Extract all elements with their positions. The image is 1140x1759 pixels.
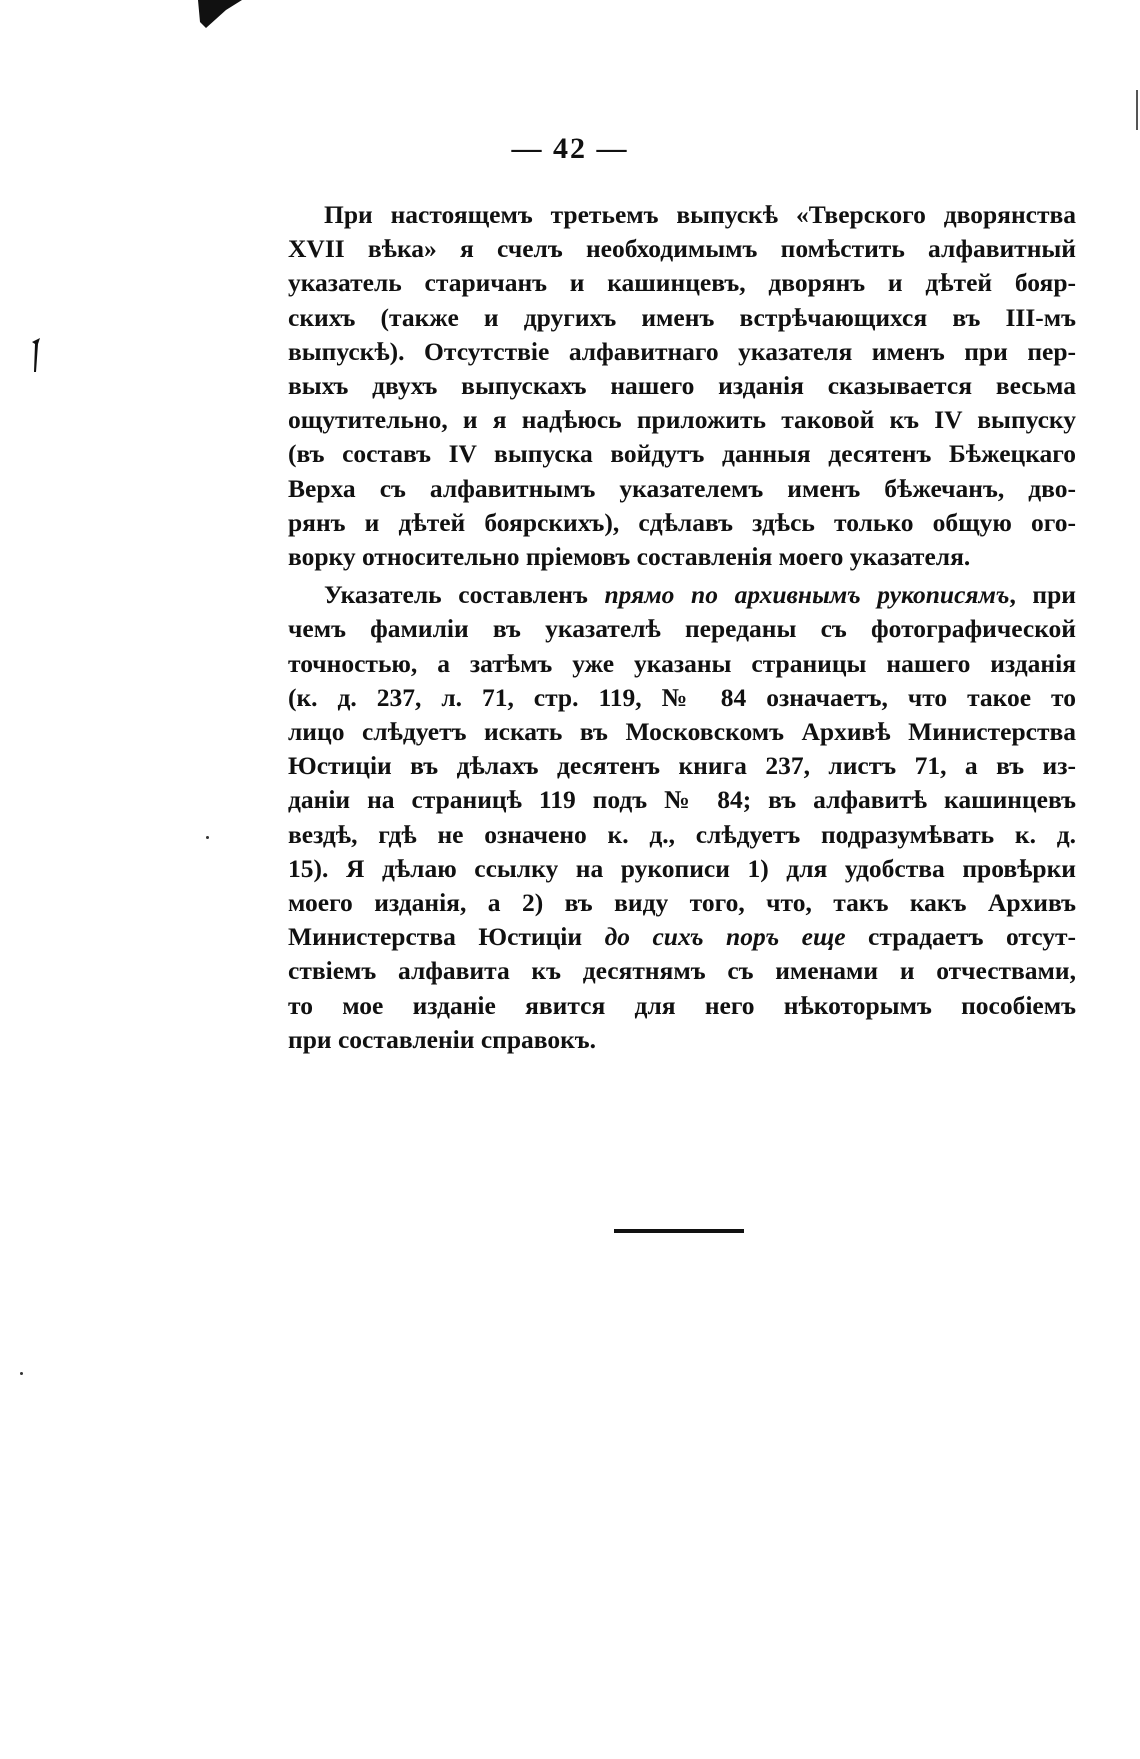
text-line: чемъ фамиліи въ указателѣ переданы съ фотографической xyxy=(288,614,1076,644)
body-text xyxy=(288,198,1076,1057)
text-line: при составленіи справокъ. xyxy=(288,1024,597,1054)
text-run: страдаетъ отсут- xyxy=(845,922,1076,952)
section-divider xyxy=(614,1229,744,1233)
text-run: , при xyxy=(1009,580,1076,610)
paragraph-2 xyxy=(288,578,1076,1057)
text-line: 15). Я дѣлаю ссылку на рукописи 1) для удобства провѣрки xyxy=(288,853,1076,883)
text-line: Верха съ алфавитнымъ указателемъ именъ бѣжечанъ, дво- xyxy=(288,473,1076,503)
text-line: рянъ и дѣтей боярскихъ), сдѣлавъ здѣсь только общую ого- xyxy=(288,507,1076,537)
text-line: вездѣ, гдѣ не означено к. д., слѣдуетъ подразумѣвать к. д. xyxy=(288,819,1076,849)
text-line: указатель старичанъ и кашинцевъ, дворянъ и дѣтей бояр- xyxy=(288,268,1076,298)
text-run: Указатель составленъ xyxy=(324,580,605,610)
text-line: точностью, а затѣмъ уже указаны страницы нашего изданія xyxy=(288,648,1076,678)
italic-phrase: прямо по архивнымъ рукописямъ xyxy=(604,580,1010,610)
speck xyxy=(20,1372,23,1375)
text-line xyxy=(288,920,1076,954)
text-line: выпускѣ). Отсутствіе алфавитнаго указателя именъ при пер- xyxy=(288,336,1076,366)
text-line: лицо слѣдуетъ искать въ Московскомъ Архивѣ Министерства xyxy=(288,717,1076,747)
page-number: — 42 — xyxy=(511,132,629,165)
paragraph-1 xyxy=(288,198,1076,574)
text-run: Министерства Юстиціи xyxy=(288,922,605,952)
margin-mark xyxy=(30,338,42,372)
text-line xyxy=(288,578,1076,612)
text-line: ствіемъ алфавита къ десятнямъ съ именами и отчествами, xyxy=(288,956,1076,986)
text-line: ворку относительно пріемовъ составленія моего указателя. xyxy=(288,542,971,572)
text-line: то мое изданіе явится для него нѣкоторымъ пособіемъ xyxy=(288,990,1076,1020)
text-line: ощутительно, и я надѣюсь приложить таковой къ IV выпуску xyxy=(288,405,1076,435)
text-line: При настоящемъ третьемъ выпускѣ «Тверского дворянства xyxy=(324,200,1076,229)
text-line: (въ составъ IV выпуска войдутъ данныя десятенъ Бѣжецкаго xyxy=(288,439,1076,469)
text-line: (к. д. 237, л. 71, стр. 119, № 84 означаетъ, что такое то xyxy=(288,682,1076,712)
text-line: скихъ (также и другихъ именъ встрѣчающихся въ III-мъ xyxy=(288,302,1076,332)
text-line: моего изданія, а 2) въ виду того, что, такъ какъ Архивъ xyxy=(288,888,1076,918)
ink-blot-mark xyxy=(196,0,244,30)
text-line: даніи на страницѣ 119 подъ № 84; въ алфавитѣ кашинцевъ xyxy=(288,785,1076,815)
text-line: Юстиціи въ дѣлахъ десятенъ книга 237, листъ 71, а въ из- xyxy=(288,751,1076,781)
speck xyxy=(206,836,209,839)
page-edge-mark xyxy=(1136,90,1138,130)
text-line: выхъ двухъ выпускахъ нашего изданія сказывается весьма xyxy=(288,371,1076,401)
italic-phrase: до сихъ поръ еще xyxy=(604,922,846,952)
text-line: XVII вѣка» я счелъ необходимымъ помѣстить алфавитный xyxy=(288,234,1076,264)
